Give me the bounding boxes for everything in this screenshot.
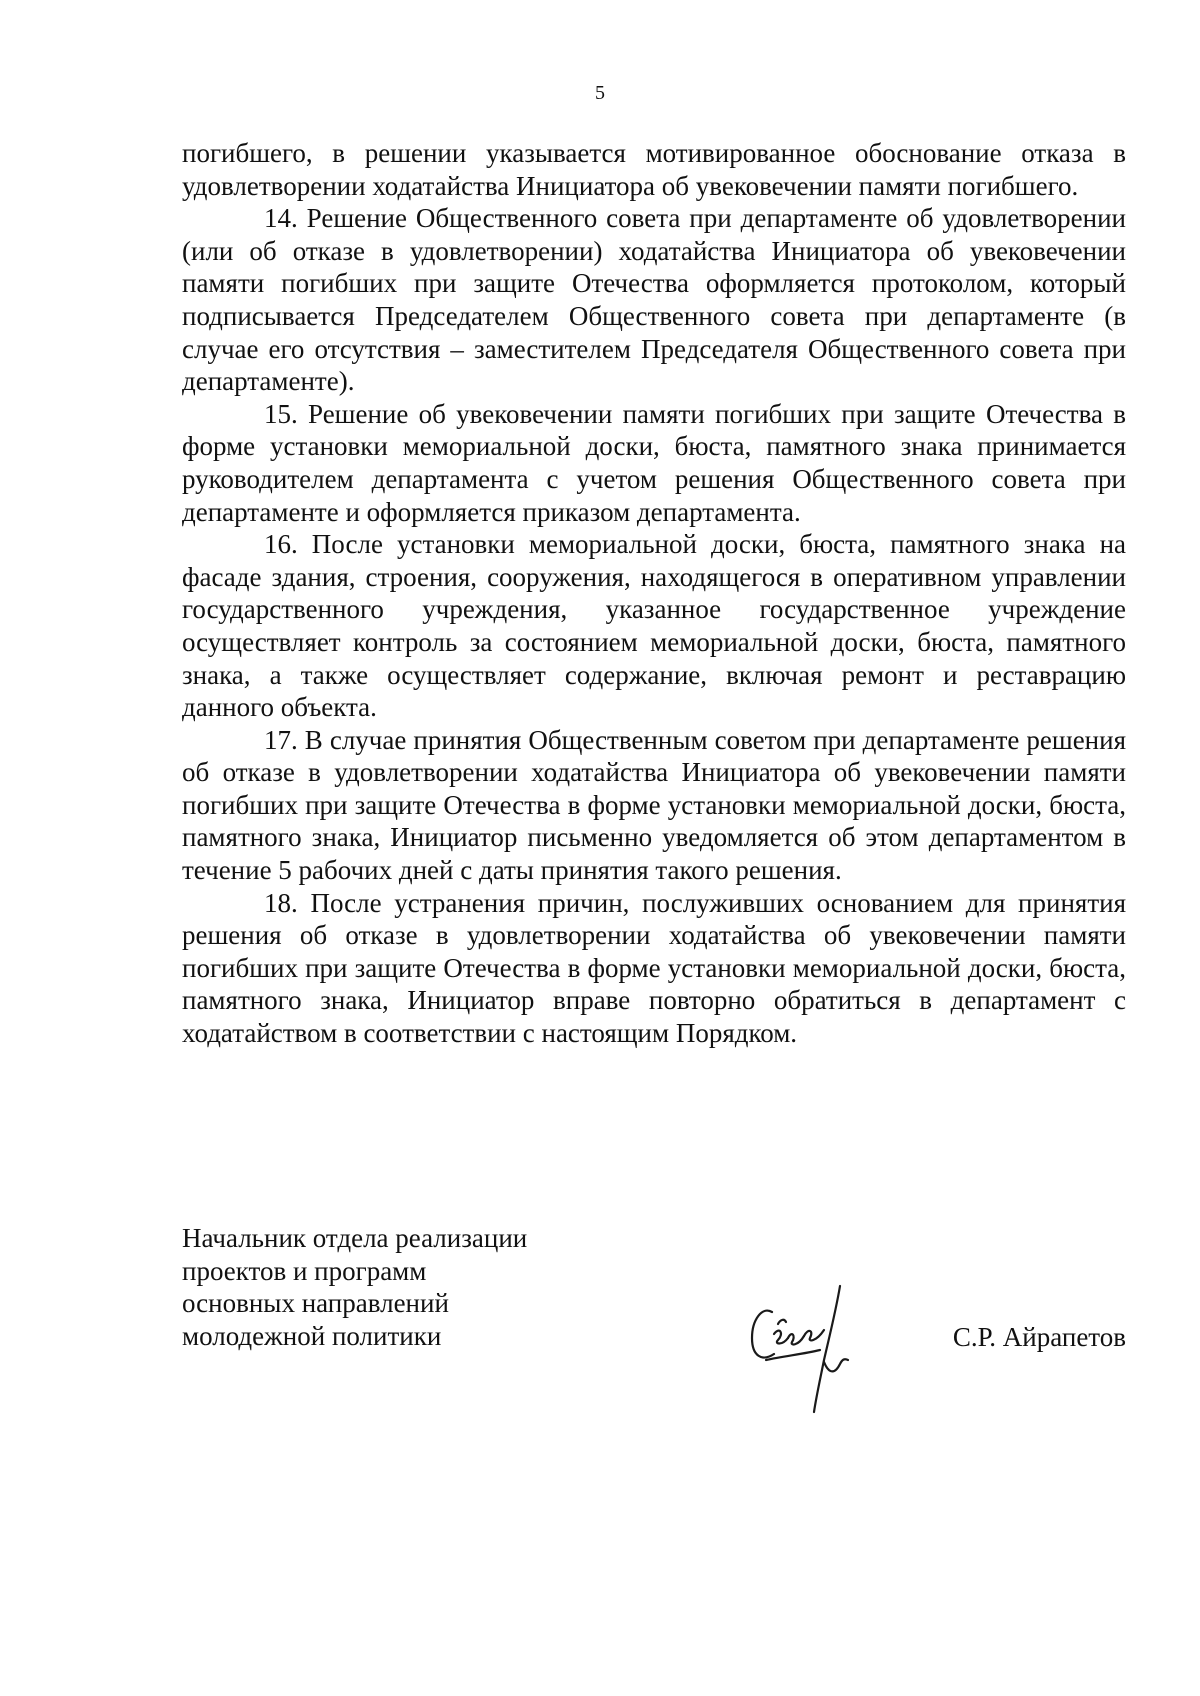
paragraph-17: 17. В случае принятия Общественным советом при департаменте решения об отказе в удовлетворении ходатайства Инициатора об увековечении памяти погибших при защите Отечества в форме установки мемориальной доски, бюста, памятного знака, Инициатор письменно уведомляется об этом департаментом в течение 5 рабочих дней с даты принятия такого решения. [182,724,1126,886]
paragraph-15: 15. Решение об увековечении памяти погибших при защите Отечества в форме установки мемориальной доски, бюста, памятного знака принимается руководителем департамента с учетом решения Общественного совета при департаменте и оформляется приказом департамента. [182,398,1126,527]
position-line: Начальник отдела реализации [182,1223,528,1253]
paragraph-continuation: погибшего, в решении указывается мотивированное обоснование отказа в удовлетворении ходатайства Инициатора об увековечении памяти погибшего. [182,138,1126,201]
document-body [182,137,1126,1050]
signatory-name: С.Р. Айрапетов [952,1322,1126,1352]
page-number: 5 [595,82,605,104]
signature-block [182,1222,1126,1422]
paragraph-16: 16. После установки мемориальной доски, бюста, памятного знака на фасаде здания, строения, сооружения, находящегося в оперативном управлении государственного учреждения, указанное государственное учреждение осуществляет контроль за состоянием мемориальной доски, бюста, памятного знака, а также осуществляет содержание, включая ремонт и реставрацию данного объекта. [182,529,1126,723]
signatory-position [182,1222,602,1352]
position-line: проектов и программ [182,1255,427,1286]
handwritten-signature [744,1264,874,1416]
paragraph-14: 14. Решение Общественного совета при департаменте об удовлетворении (или об отказе в удовлетворении) ходатайства Инициатора об увековечении памяти погибших при защите Отечества оформляется протоколом, который подписывается Председателем Общественного совета при департаменте (в случае его отсутствия – заместителем Председателя Общественного совета при департаменте). [182,203,1126,397]
position-line: основных направлений [182,1288,449,1319]
position-line: молодежной политики [182,1320,442,1351]
paragraph-18: 18. После устранения причин, послуживших основанием для принятия решения об отказе в удовлетворении ходатайства об увековечении памяти погибших при защите Отечества в форме установки мемориальной доски, бюста, памятного знака, Инициатор вправе повторно обратиться в департамент с ходатайством в соответствии с настоящим Порядком. [182,887,1126,1049]
